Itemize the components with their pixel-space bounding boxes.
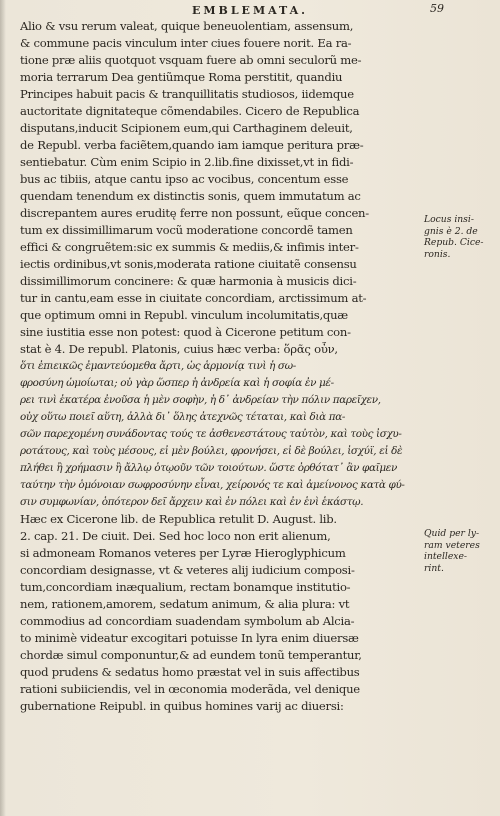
text-line: concordiam designasse, vt & veteres alij iudicium composi- <box>20 563 355 577</box>
greek-line: σῶν παρεχομένη συνάδοντας τούς τε ἀσθενεστάτους ταὐτὸν, καὶ τοὺς ἰσχυ- <box>20 428 402 440</box>
margin-note-line: rint. <box>424 562 444 574</box>
greek-line: ρει τινὶ ἑκατέρα ἐνοῦσα ἡ μὲν σοφὴν, ἡ δ᾽ ἀνδρείαν τὴν πόλιν παρεῖχεν, <box>20 394 381 406</box>
text-line: moria terrarum Dea gentiũmque Roma perstitit, quandiu <box>20 70 343 84</box>
margin-note-line: Quid per ly- <box>424 528 480 539</box>
text-line: tum,concordiam inæqualium, rectam bonamque institutio- <box>20 580 351 594</box>
text-line: si admoneam Romanos veteres per Lyræ Hieroglyphicum <box>20 546 346 560</box>
greek-line: πλήθει ἢ χρήμασιν ἢ ἄλλῳ ὁτῳοῦν τῶν τοιούτων. ὥστε ὀρθότατ᾽ ἂν φαῖμεν <box>20 462 397 474</box>
margin-note-cicero <box>424 214 496 260</box>
text-line: que optimum omni in Republ. vinculum incolumitatis,quæ <box>20 308 348 322</box>
body-text <box>20 18 420 715</box>
text-line: auctoritate dignitateque cõmendabiles. Cicero de Republica <box>20 104 360 118</box>
text-line: dissimillimorum concinere: & quæ harmonia à musicis dici- <box>20 274 357 288</box>
text-line: rationi subiiciendis, vel in œconomia moderãda, vel denique <box>20 682 360 696</box>
greek-line: ροτάτους, καὶ τοὺς μέσους, εἰ μὲν βούλει, φρονήσει, εἰ δὲ βούλει, ἰσχύϊ, εἰ δὲ <box>20 445 403 457</box>
text-line: quod prudens & sedatus homo præstat vel in suis affectibus <box>20 665 360 679</box>
text-line: nem, rationem,amorem, sedatum animum, & alia plura: vt <box>20 597 350 611</box>
text-line: Principes habuit pacis & tranquillitatis studiosos, iidemque <box>20 87 354 101</box>
greek-line: οὐχ οὕτω ποιεῖ αὕτη, ἀλλὰ δι᾽ ὅλης ἀτεχνῶς τέταται, καὶ διὰ πα- <box>20 411 346 423</box>
text-line: stat è 4. De republ. Platonis, cuius hæc verba: ὅρᾶς οὖν, <box>20 342 338 356</box>
text-line: de Republ. verba faciẽtem,quando iam iamque peritura præ- <box>20 138 364 152</box>
text-line: & commune pacis vinculum inter ciues fouere norit. Ea ra- <box>20 36 352 50</box>
margin-note-line: ronis. <box>424 248 451 260</box>
text-line: disputans,inducit Scipionem eum,qui Carthaginem deleuit, <box>20 121 353 135</box>
text-line: bus ac tibiis, atque cantu ipso ac vocibus, concentum esse <box>20 172 349 186</box>
margin-note-line: intellexe- <box>424 551 468 562</box>
greek-line: ὅτι ἐπιεικῶς ἐμαντεύομεθα ἄρτι, ὡς ἁρμονίᾳ τινὶ ἡ σω- <box>20 360 296 372</box>
text-line: commodius ad concordiam suadendam symbolum ab Alcia- <box>20 614 355 628</box>
text-line: Hæc ex Cicerone lib. de Republica retulit D. August. lib. <box>20 512 337 526</box>
margin-note-line: gnis è 2. de <box>424 225 478 237</box>
page-number: 59 <box>430 2 444 15</box>
text-line: to minimè videatur excogitari potuisse In lyra enim diuersæ <box>20 631 359 645</box>
text-line: 2. cap. 21. De ciuit. Dei. Sed hoc loco non erit alienum, <box>20 529 331 543</box>
text-line: iectis ordinibus,vt sonis,moderata ratione ciuitatẽ consensu <box>20 257 357 271</box>
margin-note-line: Locus insi- <box>424 214 474 225</box>
greek-line: φροσύνη ὡμοίωται; οὐ γὰρ ὥσπερ ἡ ἀνδρεία καὶ ἡ σοφία ἐν μέ- <box>20 377 334 389</box>
text-line: discrepantem aures eruditę ferre non possunt, eũque concen- <box>20 206 369 220</box>
text-line: tione præ aliis quotquot vsquam fuere ab omni seculorũ me- <box>20 53 362 67</box>
greek-line: ταύτην τὴν ὁμόνοιαν σωφροσύνην εἶναι, χείρονός τε καὶ ἀμείνονος κατὰ φύ- <box>20 479 405 491</box>
margin-note-lyra <box>424 528 496 574</box>
margin-note-line: ram veteres <box>424 539 480 551</box>
text-line: Alio & vsu rerum valeat, quique beneuolentiam, assensum, <box>20 19 354 33</box>
greek-line: σιν συμφωνίαν, ὁπότερον δεῖ ἄρχειν καὶ ἐν πόλει καὶ ἐν ἑνὶ ἑκάστῳ. <box>20 496 364 508</box>
text-line: tur in cantu,eam esse in ciuitate concordiam, arctissimum at- <box>20 291 367 305</box>
text-line: quendam tenendum ex distinctis sonis, quem immutatum ac <box>20 189 361 203</box>
text-line: sentiebatur. Cùm enim Scipio in 2.lib.fine dixisset,vt in fidi- <box>20 155 354 169</box>
text-line: effici & congruẽtem:sic ex summis & mediis,& infimis inter- <box>20 240 359 254</box>
margin-note-line: Repub. Cice- <box>424 237 484 248</box>
page-gutter-shadow <box>0 0 6 816</box>
text-line: chordæ simul componuntur,& ad eundem tonũ temperantur, <box>20 648 362 662</box>
text-line: sine iustitia esse non potest: quod à Cicerone petitum con- <box>20 325 351 339</box>
text-line: tum ex dissimillimarum vocũ moderatione concordẽ tamen <box>20 223 353 237</box>
running-head: EMBLEMATA. <box>191 4 309 17</box>
text-line: gubernatione Reipubl. in quibus homines varij ac diuersi: <box>20 699 344 713</box>
